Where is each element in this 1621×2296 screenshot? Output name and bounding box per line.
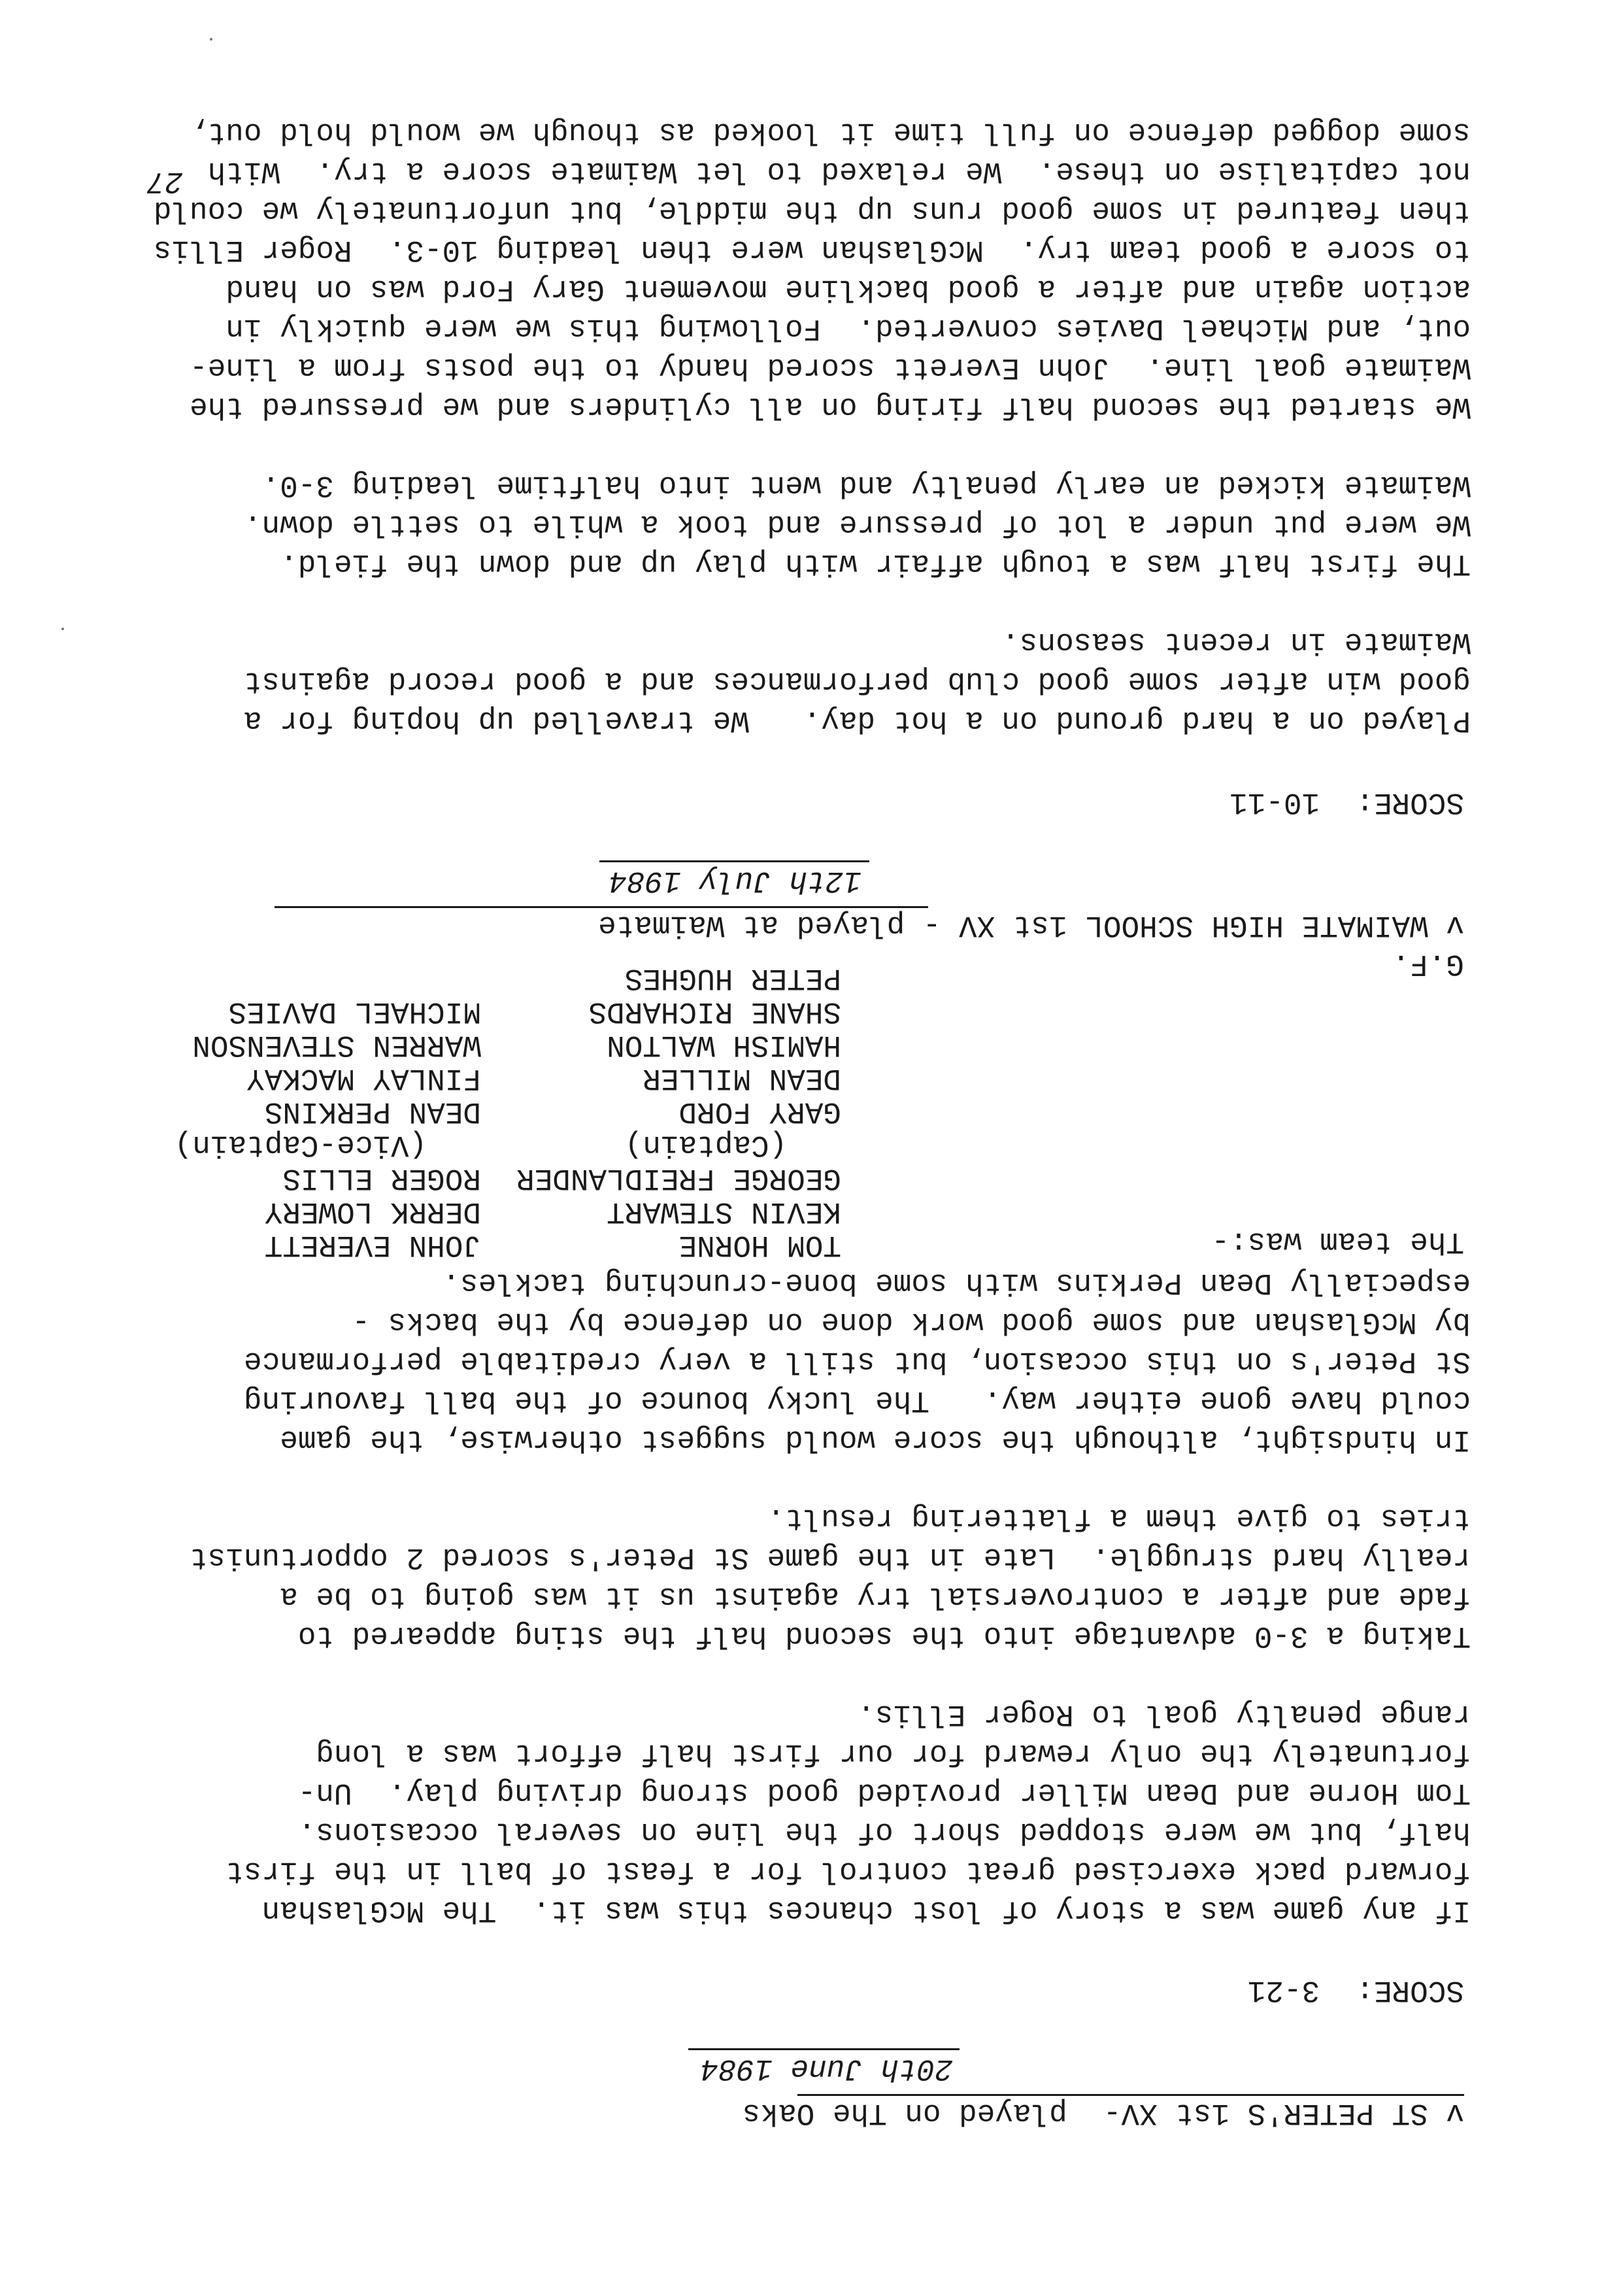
player-name: SHANE RICHARDS xyxy=(588,994,841,1028)
report-line: not capitalise on these. We relaxed to let Waimate score a try. With xyxy=(207,154,1471,188)
player-name: TOM HORNE xyxy=(678,1228,841,1262)
player-name: (Vice-Captain) xyxy=(174,1128,481,1162)
report-line: half, but we were stopped short of the line on several occasions. xyxy=(297,1815,1471,1849)
player-name: JOHN EVERETT xyxy=(264,1228,481,1262)
report-line: especially Dean Perkins with some bone-crunching tackles. xyxy=(442,1266,1471,1300)
match2-report xyxy=(131,112,1471,740)
player-name: WARREN STEVENSON xyxy=(192,1028,481,1062)
report-line: forward pack exercised great control for a feast of ball in the first xyxy=(226,1854,1471,1888)
report-line: Played on a hard ground on a hot day. We travelled up hoping for a xyxy=(243,703,1471,737)
report-line: Tom Horne and Dean Miller provided good strong driving play. Un- xyxy=(297,1776,1471,1810)
report-line xyxy=(131,426,1471,465)
player-name: KEVIN STEWART xyxy=(607,1194,841,1228)
match2-heading-underline xyxy=(275,906,928,908)
report-line: We started the second half firing on all cylinders and we pressured the xyxy=(190,390,1471,424)
report-line: good win after some good club performances and a good record against xyxy=(243,664,1471,698)
team-label: The team was:- xyxy=(1211,1224,1464,1258)
report-line: fade and after a controversial try against us it was going to be a xyxy=(280,1579,1471,1613)
player-name: DEAN PERKINS xyxy=(264,1094,481,1128)
report-line: Waimate in recent seasons. xyxy=(1001,625,1471,659)
report-line: Waimate kicked an early penalty and went into halftime leading 3-0. xyxy=(261,468,1471,502)
match1-heading-underline xyxy=(797,2094,1464,2096)
match2-score: SCORE: 10-11 xyxy=(1229,785,1464,819)
player-name: PETER HUGHES xyxy=(624,961,841,995)
match1-date-underline xyxy=(688,2048,960,2050)
report-line: The first half was a tough affair with play up and down the field. xyxy=(280,547,1471,581)
report-line: If any game was a story of lost chances this was it. The McGlashan xyxy=(261,1893,1471,1927)
match1-date: 20th June 1984 xyxy=(700,2051,953,2085)
report-line: could have gone either way. The lucky bounce of the ball favouring xyxy=(243,1383,1471,1417)
team-column-1 xyxy=(516,961,841,1261)
report-line: some dogged defence on full time it looked as though we would hold out, xyxy=(190,115,1471,149)
paper-speck xyxy=(210,38,212,41)
match2-date: 12th July 1984 xyxy=(609,864,861,898)
player-name: MICHAEL DAVIES xyxy=(228,994,481,1028)
report-line xyxy=(131,583,1471,622)
player-name: ROGER ELLIS xyxy=(282,1161,481,1195)
paper-speck xyxy=(61,628,64,630)
team-column-2 xyxy=(175,994,481,1261)
match1-score: SCORE: 3-21 xyxy=(1247,1973,1464,2007)
player-name: DERRK LOWERY xyxy=(264,1194,481,1228)
match2-heading: v WAIMATE HIGH SCHOOL 1st XV - played at Waimate xyxy=(597,908,1464,942)
page-number: 27 xyxy=(146,164,183,198)
report-line: Waimate goal line. John Everett scored handy to the posts from a line- xyxy=(190,350,1471,384)
report-line: really hard struggle. Late in the game St Peter's scored 2 opportunist xyxy=(190,1540,1471,1574)
player-name: HAMISH WALTON xyxy=(607,1028,841,1062)
report-line: range penalty goal to Roger Ellis. xyxy=(857,1697,1471,1731)
match1-heading: v ST PETER'S 1st XV- played on The Oaks xyxy=(742,2096,1464,2130)
report-line: out, and Michael Davies converted. Following this we were quickly in xyxy=(226,311,1471,345)
report-line: by McGlashan and some good work done on defence by the backs - xyxy=(352,1305,1471,1339)
player-name: (Captain) xyxy=(624,1128,841,1162)
match2-date-underline xyxy=(599,860,869,862)
match1-report xyxy=(131,1263,1471,1930)
report-line: In hindsight, although the score would suggest otherwise, the game xyxy=(280,1423,1471,1457)
report-line: tries to give them a flattering result. xyxy=(767,1501,1471,1535)
report-line: St Peter's on this occasion, but still a very creditable performance xyxy=(243,1344,1471,1378)
player-name: GARY FORD xyxy=(678,1094,841,1128)
report-line: action again and after a good backline movement Gary Ford was on hand xyxy=(226,272,1471,306)
report-line: Taking a 3-0 advantage into the second half the sting appeared to xyxy=(297,1619,1471,1653)
player-name: FINLAY MACKAY xyxy=(246,1061,481,1095)
player-name: GEORGE FREIDLANDER xyxy=(516,1161,841,1195)
player-name: DEAN MILLER xyxy=(643,1061,841,1095)
report-line: We were put under a lot of pressure and took a while to settle down. xyxy=(243,507,1471,541)
report-line: then featured in some good runs up the middle, but unfortunately we could xyxy=(153,194,1471,228)
signoff-initials: G.F. xyxy=(1392,947,1464,981)
report-line: to score a good team try. McGlashan were then leading 10-3. Roger Ellis xyxy=(153,233,1471,267)
report-line: fortunately the only reward for our first half effort was a long xyxy=(316,1736,1471,1770)
report-line xyxy=(131,1655,1471,1695)
report-line xyxy=(131,1459,1471,1498)
